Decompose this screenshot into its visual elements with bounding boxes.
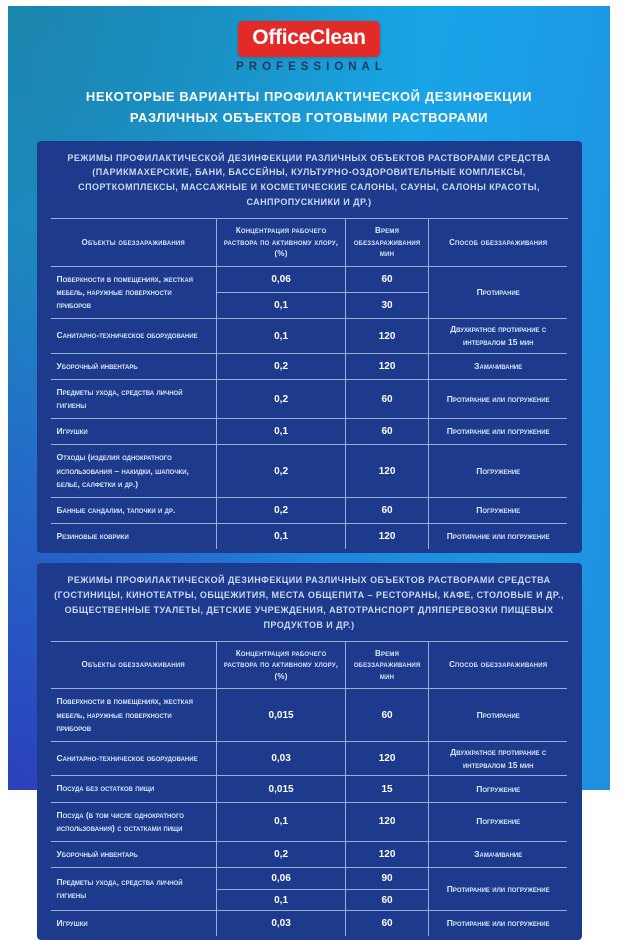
time-cell: 60 bbox=[345, 379, 428, 418]
concentration-cell: 0,1 bbox=[216, 418, 345, 444]
time-cell: 120 bbox=[345, 802, 428, 841]
method-cell: Погружение bbox=[428, 775, 568, 801]
time-cell: 120 bbox=[345, 444, 428, 497]
concentration-cell: 0,2 bbox=[216, 841, 345, 867]
column-header-concentration: Концентрация рабочего раствора по активному хлору, (%) bbox=[216, 642, 345, 689]
column-header-objects: Объекты обеззараживания bbox=[81, 237, 185, 247]
concentration-cell: 0,03 bbox=[216, 741, 345, 776]
brand-logo bbox=[238, 21, 379, 57]
concentration-cell: 0,2 bbox=[216, 379, 345, 418]
time-value: 60 bbox=[346, 889, 428, 910]
method-cell: Протирание bbox=[428, 688, 568, 741]
object-cell: Уборочный инвентарь bbox=[51, 353, 216, 379]
time-cell: 120 bbox=[345, 353, 428, 379]
object-cell: Банные сандалии, тапочки и др. bbox=[51, 497, 216, 523]
method-cell: Протирание или погружение bbox=[428, 910, 568, 936]
column-header-time: Время обеззараживания мин bbox=[345, 642, 428, 689]
concentration-cell bbox=[216, 867, 345, 910]
object-cell: Отходы (изделия однократного использования – накидки, шапочки, белье, салфетки и др.) bbox=[51, 444, 216, 497]
object-cell: Посуда без остатков пищи bbox=[51, 775, 216, 801]
object-cell: Предметы ухода, средства личной гигиены bbox=[51, 867, 216, 910]
time-cell: 60 bbox=[345, 688, 428, 741]
time-cell: 120 bbox=[345, 841, 428, 867]
concentration-cell: 0,03 bbox=[216, 910, 345, 936]
method-cell: Протирание bbox=[428, 266, 568, 319]
table-2-grid bbox=[51, 642, 568, 937]
object-cell: Поверхности в помещениях, жесткая мебель, наружные поверхности приборов bbox=[51, 688, 216, 741]
object-cell: Предметы ухода, средства личной гигиены bbox=[51, 379, 216, 418]
table-2-title: РЕЖИМЫ ПРОФИЛАКТИЧЕСКОЙ ДЕЗИНФЕКЦИИ РАЗЛИЧНЫХ ОБЪЕКТОВ РАСТВОРАМИ СРЕДСТВА (ГОСТИНИЦЫ, КИНОТЕАТРЫ, ОБЩЕЖИТИЯ, МЕСТА ОБЩЕПИТА – РЕСТОРАНЫ, КАФЕ, СТОЛОВЫЕ И ДР., ОБЩЕСТВЕННЫЕ ТУАЛЕТЫ, ДЕТСКИЕ УЧРЕЖДЕНИЯ, АВТОТРАНСПОРТ ДЛЯПЕРЕВОЗКИ ПИЩЕВЫХ ПРОДУКТОВ И ДР.) bbox=[51, 563, 568, 641]
object-cell: Поверхности в помещениях, жесткая мебель, наружные поверхности приборов bbox=[51, 266, 216, 319]
concentration-value: 0,06 bbox=[271, 273, 291, 285]
time-cell: 120 bbox=[345, 741, 428, 776]
column-header-time: Время обеззараживания мин bbox=[345, 219, 428, 266]
time-cell: 60 bbox=[345, 910, 428, 936]
concentration-value: 0,06 bbox=[271, 873, 291, 885]
time-cell: 120 bbox=[345, 318, 428, 353]
object-cell: Санитарно-техническое оборудование bbox=[51, 741, 216, 776]
concentration-cell: 0,2 bbox=[216, 353, 345, 379]
brand-subtitle: PROFESSIONAL bbox=[236, 61, 387, 73]
table-panel-1 bbox=[37, 141, 582, 554]
time-cell: 60 bbox=[345, 497, 428, 523]
concentration-cell: 0,015 bbox=[216, 775, 345, 801]
method-cell: Протирание или погружение bbox=[428, 523, 568, 549]
column-header-concentration: Концентрация рабочего раствора по активному хлору, (%) bbox=[216, 219, 345, 266]
object-cell: Игрушки bbox=[51, 418, 216, 444]
concentration-value: 0,1 bbox=[217, 292, 345, 318]
column-header-method: Способ обеззараживания bbox=[428, 219, 568, 266]
method-cell: Протирание или погружение bbox=[428, 379, 568, 418]
gradient-canvas bbox=[8, 6, 610, 930]
concentration-cell: 0,2 bbox=[216, 444, 345, 497]
time-value: 90 bbox=[381, 873, 393, 885]
page-title: НЕКОТОРЫЕ ВАРИАНТЫ ПРОФИЛАКТИЧЕСКОЙ ДЕЗИНФЕКЦИИ РАЗЛИЧНЫХ ОБЪЕКТОВ ГОТОВЫМИ РАСТВОРАМИ bbox=[85, 89, 533, 125]
method-cell: Протирание или погружение bbox=[428, 418, 568, 444]
method-cell: Двухкратное протирание с интервалом 15 мин bbox=[428, 741, 568, 776]
concentration-cell bbox=[216, 266, 345, 319]
concentration-cell: 0,2 bbox=[216, 497, 345, 523]
object-cell: Уборочный инвентарь bbox=[51, 841, 216, 867]
table-1-grid bbox=[51, 219, 568, 549]
concentration-cell: 0,1 bbox=[216, 802, 345, 841]
method-cell: Замачивание bbox=[428, 841, 568, 867]
time-cell: 15 bbox=[345, 775, 428, 801]
concentration-value: 0,1 bbox=[217, 889, 345, 910]
table-panel-2 bbox=[37, 563, 582, 940]
brand-logo-text: OfficeClean bbox=[252, 26, 366, 49]
object-cell: Посуда (в том числе однократного использования) с остатками пищи bbox=[51, 802, 216, 841]
method-cell: Протирание или погружение bbox=[428, 867, 568, 910]
concentration-cell: 0,1 bbox=[216, 318, 345, 353]
method-cell: Погружение bbox=[428, 802, 568, 841]
time-value: 30 bbox=[346, 292, 428, 318]
object-cell: Игрушки bbox=[51, 910, 216, 936]
object-cell: Резиновые коврики bbox=[51, 523, 216, 549]
time-cell bbox=[345, 867, 428, 910]
object-cell: Санитарно-техническое оборудование bbox=[51, 318, 216, 353]
concentration-cell: 0,015 bbox=[216, 688, 345, 741]
table-1-title: РЕЖИМЫ ПРОФИЛАКТИЧЕСКОЙ ДЕЗИНФЕКЦИИ РАЗЛИЧНЫХ ОБЪЕКТОВ РАСТВОРАМИ СРЕДСТВА (ПАРИКМАХЕРСКИЕ, БАНИ, БАССЕЙНЫ, КУЛЬТУРНО-ОЗДОРОВИТЕЛЬНЫЕ КОМПЛЕКСЫ, СПОРТКОМПЛЕКСЫ, МАССАЖНЫЕ И КОСМЕТИЧЕСКИЕ САЛОНЫ, САУНЫ, САЛОНЫ КРАСОТЫ, САНПРОПУСКНИКИ И ДР.) bbox=[51, 141, 568, 219]
method-cell: Двухкратное протирание с интервалом 15 мин bbox=[428, 318, 568, 353]
method-cell: Погружение bbox=[428, 497, 568, 523]
time-value: 60 bbox=[381, 273, 393, 285]
method-cell: Замачивание bbox=[428, 353, 568, 379]
method-cell: Погружение bbox=[428, 444, 568, 497]
time-cell: 60 bbox=[345, 418, 428, 444]
time-cell bbox=[345, 266, 428, 319]
column-header-method: Способ обеззараживания bbox=[428, 642, 568, 689]
time-cell: 120 bbox=[345, 523, 428, 549]
column-header-objects: Объекты обеззараживания bbox=[81, 660, 185, 670]
concentration-cell: 0,1 bbox=[216, 523, 345, 549]
header bbox=[8, 6, 610, 129]
